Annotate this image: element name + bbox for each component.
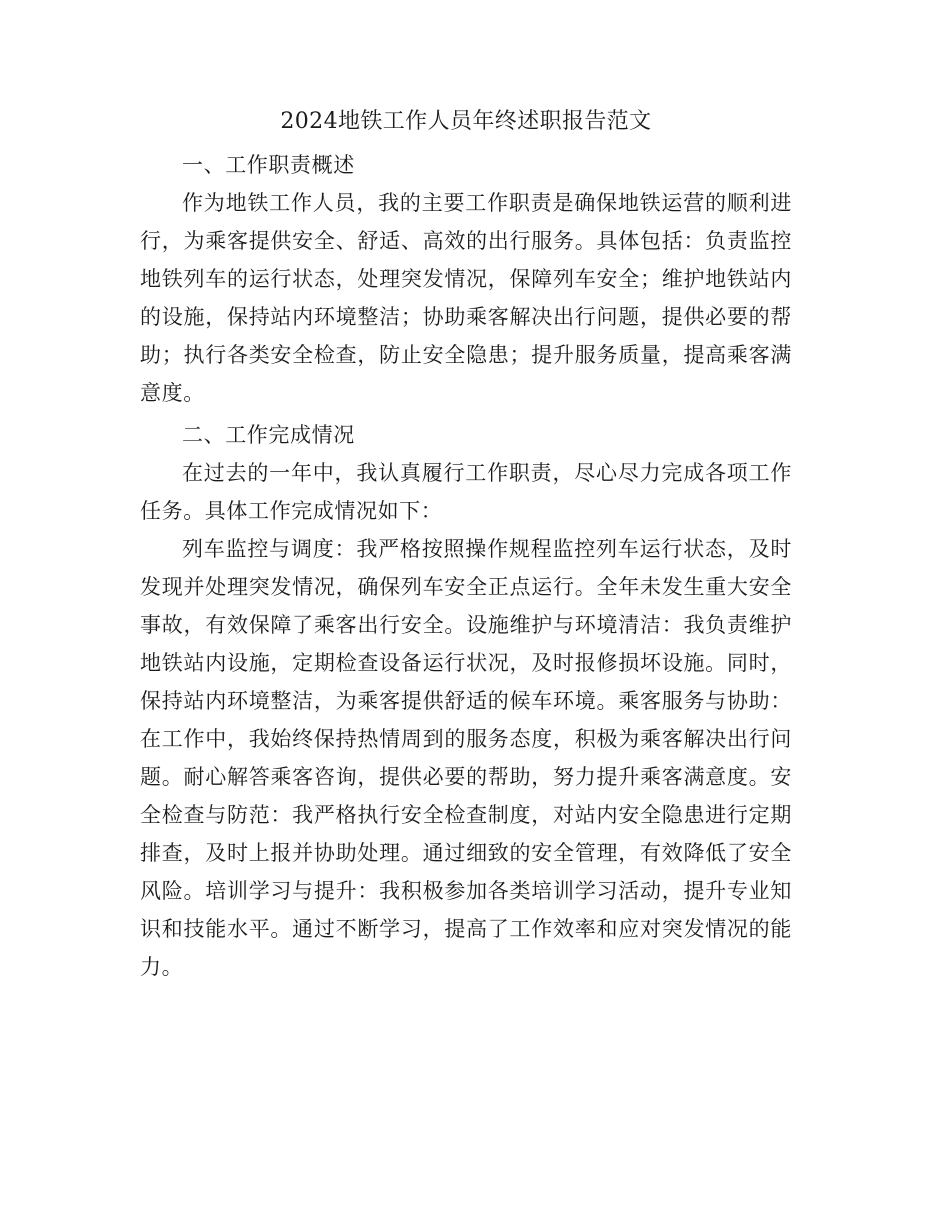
section-duties [140,146,792,412]
paragraph: 作为地铁工作人员，我的主要工作职责是确保地铁运营的顺利进行，为乘客提供安全、舒适、高效的出行服务。具体包括：负责监控地铁列车的运行状态，处理突发情况，保障列车安全；维护地铁站内的设施，保持站内环境整洁；协助乘客解决出行问题，提供必要的帮助；执行各类安全检查，防止安全隐患；提升服务质量，提高乘客满意度。 [140,191,792,405]
section-heading: 二、工作完成情况 [182,423,355,447]
document-body [140,102,792,986]
paragraph: 列车监控与调度：我严格按照操作规程监控列车运行状态，及时发现并处理突发情况，确保列车安全正点运行。全年未发生重大安全事故，有效保障了乘客出行安全。设施维护与环境清洁：我负责维护地铁站内设施，定期检查设备运行状况，及时报修损坏设施。同时，保持站内环境整洁，为乘客提供舒适的候车环境。乘客服务与协助：在工作中，我始终保持热情周到的服务态度，积极为乘客解决出行问题。耐心解答乘客咨询，提供必要的帮助，努力提升乘客满意度。安全检查与防范：我严格执行安全检查制度，对站内安全隐患进行定期排查，及时上报并协助处理。通过细致的安全管理，有效降低了安全风险。培训学习与提升：我积极参加各类培训学习活动，提升专业知识和技能水平。通过不断学习，提高了工作效率和应对突发情况的能力。 [140,537,792,979]
document-title: 2024地铁工作人员年终述职报告范文 [280,109,652,134]
section-completion [140,416,792,986]
paragraph: 在过去的一年中，我认真履行工作职责，尽心尽力完成各项工作任务。具体工作完成情况如下： [140,461,792,523]
section-heading: 一、工作职责概述 [182,153,355,177]
